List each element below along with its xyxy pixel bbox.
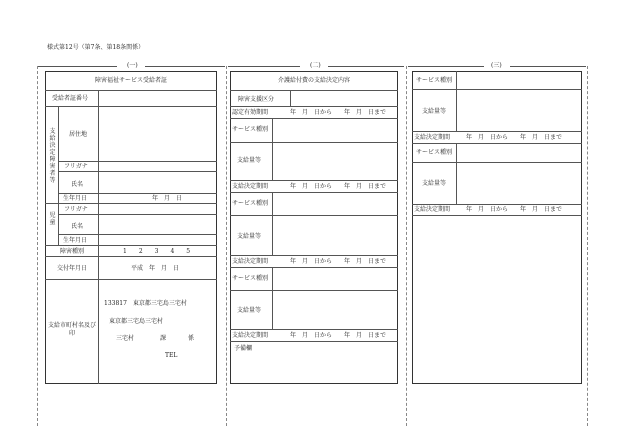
decision-period-label: 支給決定期間 — [232, 183, 269, 190]
municipality-name-line: 東京都三宅島三宅村 — [109, 318, 164, 325]
municipality-section: 課 — [160, 335, 167, 342]
issue-date-value: 平成 年 月 日 — [131, 265, 180, 272]
header-rule — [145, 66, 225, 67]
validity-period-value: 年 月 日から 年 月 日まで — [290, 109, 387, 116]
decision-period-value: 年 月 日から 年 月 日まで — [466, 134, 563, 141]
row-line — [230, 192, 398, 193]
decision-period-label: 支給決定期間 — [414, 134, 451, 141]
header-rule — [510, 66, 586, 67]
row-line — [412, 215, 582, 216]
birth-date-label: 生年月日 — [63, 195, 88, 202]
amount-label: 支給量等 — [422, 108, 447, 115]
child-furigana-label: フリガナ — [64, 206, 88, 213]
col-line — [58, 106, 59, 203]
child-label: 児童 — [49, 212, 56, 226]
row-line — [230, 341, 398, 342]
decision-period-value: 年 月 日から 年 月 日まで — [290, 332, 387, 339]
form-caption: 様式第12号（第7条、第18条関係） — [47, 44, 145, 51]
amount-label: 支給量等 — [237, 233, 262, 240]
row-line — [230, 290, 398, 291]
col-line — [290, 90, 291, 107]
service-type-label: サービス種別 — [416, 77, 453, 84]
municipality-label: 支給市町村名及び印 — [48, 322, 97, 337]
col-line — [272, 192, 273, 255]
fold-line — [406, 66, 407, 426]
support-class-label: 障害支援区分 — [238, 96, 275, 103]
row-line — [412, 162, 582, 163]
amount-label: 支給量等 — [237, 307, 262, 314]
remarks-label: 予備欄 — [234, 345, 253, 352]
disability-type-options: 1 2 3 4 5 — [123, 248, 191, 255]
row-line — [58, 214, 217, 215]
row-line — [230, 142, 398, 143]
row-line — [230, 180, 398, 181]
fold-line — [587, 66, 588, 426]
service-type-label: サービス種別 — [232, 126, 269, 133]
row-line — [58, 161, 217, 162]
service-type-label: サービス種別 — [232, 200, 269, 207]
decision-period-value: 年 月 日から 年 月 日まで — [290, 258, 387, 265]
child-name-label: 氏名 — [71, 223, 84, 230]
col-line — [456, 71, 457, 131]
col-line — [456, 143, 457, 204]
disability-type-label: 障害種別 — [60, 248, 85, 255]
row-line — [45, 256, 217, 257]
municipality-subsection: 係 — [188, 335, 195, 342]
municipality-village: 三宅村 — [116, 335, 135, 342]
row-line — [230, 215, 398, 216]
row-line — [230, 329, 398, 330]
panel-benefit-decision-continued — [412, 71, 582, 384]
row-line — [230, 106, 398, 107]
decision-period-label: 支給決定期間 — [232, 332, 269, 339]
col-line — [272, 267, 273, 329]
row-line — [230, 90, 398, 91]
municipality-code-line: 133817 東京都三宅島三宅村 — [104, 300, 187, 307]
section-label-one: (一) — [127, 62, 138, 69]
row-line — [58, 193, 217, 194]
service-type-label: サービス種別 — [416, 149, 453, 156]
amount-label: 支給量等 — [422, 180, 447, 187]
municipality-tel: TEL — [165, 352, 178, 359]
decision-period-value: 年 月 日から 年 月 日まで — [290, 183, 387, 190]
row-line — [230, 255, 398, 256]
decision-period-label: 支給決定期間 — [232, 258, 269, 265]
panel2-title: 介護給付費の支給決定内容 — [277, 77, 350, 84]
row-line — [45, 203, 217, 204]
fold-line — [37, 66, 38, 426]
row-line — [58, 234, 217, 235]
amount-label: 支給量等 — [237, 157, 262, 164]
row-line — [230, 267, 398, 268]
header-rule — [228, 66, 300, 67]
recipient-number-label: 受給者証番号 — [52, 95, 89, 102]
row-line — [412, 131, 582, 132]
row-line — [45, 106, 217, 107]
birth-date-value: 年 月 日 — [152, 195, 183, 202]
fold-line — [226, 66, 227, 426]
header-rule — [37, 66, 117, 67]
row-line — [412, 143, 582, 144]
furigana-label: フリガナ — [64, 163, 88, 170]
row-line — [45, 279, 217, 280]
row-line — [230, 118, 398, 119]
panel1-title: 障害福祉サービス受給者証 — [94, 77, 167, 84]
row-line — [412, 204, 582, 205]
col-line — [98, 279, 99, 384]
decision-period-value: 年 月 日から 年 月 日まで — [466, 206, 563, 213]
section-label-two: (二) — [310, 62, 321, 69]
name-label: 氏名 — [71, 181, 84, 188]
row-line — [45, 245, 217, 246]
col-line — [58, 203, 59, 245]
header-rule — [328, 66, 404, 67]
header-rule — [408, 66, 484, 67]
service-type-label: サービス種別 — [232, 275, 269, 282]
child-birth-label: 生年月日 — [63, 237, 88, 244]
section-label-three: (三) — [491, 62, 502, 69]
row-line — [58, 171, 217, 172]
decision-period-label: 支給決定期間 — [414, 206, 451, 213]
row-line — [412, 89, 582, 90]
col-line — [272, 118, 273, 180]
row-line — [45, 90, 217, 91]
beneficiary-group-label: 支給決定障害者等 — [49, 128, 56, 184]
address-label: 居住地 — [69, 131, 88, 138]
validity-period-label: 認定有効期間 — [232, 109, 269, 116]
issue-date-label: 交付年月日 — [57, 265, 88, 272]
col-line — [98, 90, 99, 290]
